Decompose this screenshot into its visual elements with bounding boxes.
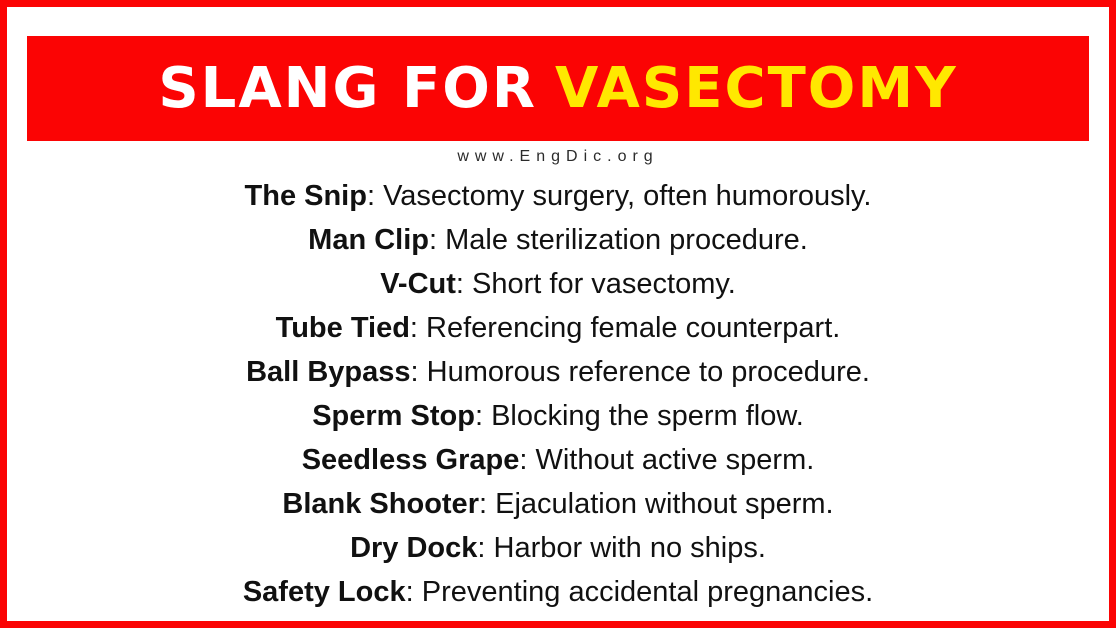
slang-term: Dry Dock xyxy=(350,532,478,564)
list-item xyxy=(7,482,1109,526)
slang-definition: Preventing accidental pregnancies. xyxy=(421,576,874,608)
term-separator: : xyxy=(405,576,422,608)
slang-definition: Without active sperm. xyxy=(535,444,815,476)
term-separator: : xyxy=(474,400,492,432)
list-item xyxy=(7,218,1109,262)
term-separator: : xyxy=(519,444,536,476)
term-separator: : xyxy=(455,268,473,300)
slang-term: Man Clip xyxy=(308,224,430,256)
title-vasectomy: VASECTOMY xyxy=(555,55,958,121)
slang-term: Ball Bypass xyxy=(246,356,411,388)
slang-definition: Humorous reference to procedure. xyxy=(426,356,870,388)
slang-term: The Snip xyxy=(244,180,367,212)
slang-definition: Short for vasectomy. xyxy=(472,268,736,300)
term-separator: : xyxy=(366,180,384,212)
slang-definition: Ejaculation without sperm. xyxy=(495,488,834,520)
slang-list xyxy=(7,174,1109,614)
slang-definition: Blocking the sperm flow. xyxy=(491,400,804,432)
page-title xyxy=(158,55,958,121)
list-item xyxy=(7,174,1109,218)
list-item xyxy=(7,526,1109,570)
term-separator: : xyxy=(477,532,494,564)
slang-term: Seedless Grape xyxy=(301,444,520,476)
list-item xyxy=(7,262,1109,306)
slang-definition: Harbor with no ships. xyxy=(493,532,766,564)
list-item xyxy=(7,350,1109,394)
slang-term: Safety Lock xyxy=(242,576,406,608)
slang-term: Blank Shooter xyxy=(282,488,479,520)
website-url: www.EngDic.org xyxy=(457,148,659,165)
slang-term: V-Cut xyxy=(380,268,456,300)
slang-term: Sperm Stop xyxy=(312,400,475,432)
term-separator: : xyxy=(429,224,446,256)
slang-definition: Male sterilization procedure. xyxy=(445,224,808,256)
slang-definition: Vasectomy surgery, often humorously. xyxy=(383,180,872,212)
list-item xyxy=(7,306,1109,350)
list-item xyxy=(7,438,1109,482)
term-separator: : xyxy=(478,488,496,520)
list-item xyxy=(7,394,1109,438)
title-slang-for: SLANG FOR xyxy=(158,55,537,121)
slang-term: Tube Tied xyxy=(275,312,410,344)
term-separator: : xyxy=(410,356,427,388)
title-banner xyxy=(27,36,1089,141)
slang-definition: Referencing female counterpart. xyxy=(426,312,841,344)
term-separator: : xyxy=(409,312,427,344)
list-item xyxy=(7,570,1109,614)
